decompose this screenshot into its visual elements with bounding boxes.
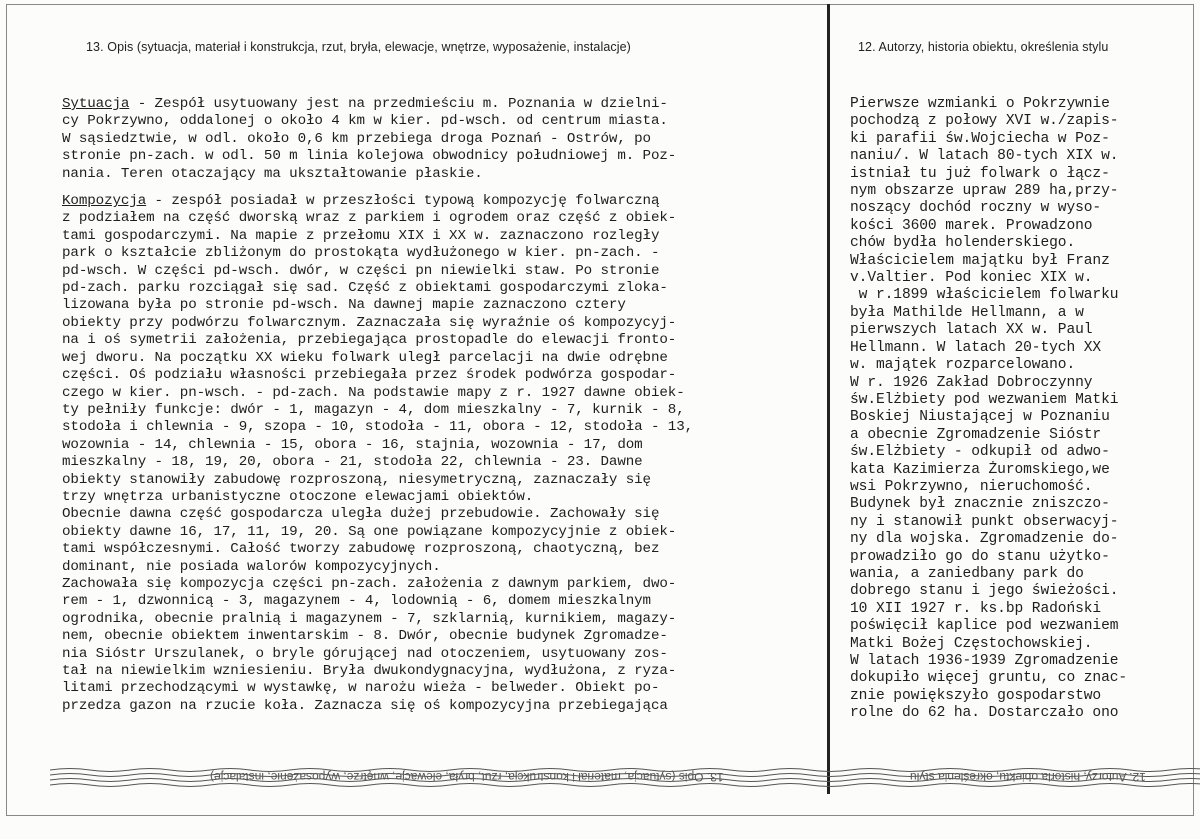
sytuacja-label: Sytuacja: [62, 96, 130, 112]
mirrored-left-header: 13. Opis (sytuacja, materiał i konstrukcja, rzut, bryła, elewacje, wnętrze, wyposażenie, instalacje): [210, 770, 724, 784]
left-column-header: 13. Opis (sytuacja, materiał i konstrukcja, rzut, bryła, elewacje, wnętrze, wyposażenie, instalacje): [86, 40, 631, 54]
column-divider: [827, 4, 830, 794]
kompozycja-paragraph: - zespół posiadał w przeszłości typową kompozycję folwarczną z podziałem na część dworską wraz z parkiem i ogrodem oraz część z obiek- tami gospodarczymi. Na mapie z przełomu XIX i XX w. zaznaczono rozległy park o kształcie zbliżonym do prostokąta wydłużonego w kier. pn-zach. - pd-wsch. W części pd-wsch. dwór, w części pn niewielki staw. Po stronie pd-zach. parku rozciągał się sad. Część z obiektami gospodarczymi zloka- lizowana była po stronie pd-wsch. Na dawnej mapie zaznaczono cztery obiekty przy podwórzu folwarcznym. Zaznaczała się wyraźnie oś kompozycyj- na i oś symetrii założenia, przebiegająca prostopadle do elewacji fronto- wej dworu. Na początku XX wieku folwark uległ parcelacji na dwie odrębne części. Oś podziału własności przebiegała przez środek podwórza gospodar- czego w kier. pn-wsch. - pd-zach. Na podstawie mapy z r. 1927 dawne obiek- ty pełniły funkcje: dwór - 1, magazyn - 4, dom mieszkalny - 7, kurnik - 8, stodoła i chlewnia - 9, szopa - 10, stodoła - 11, obora - 12, stodoła - 13, wozownia - 14, chlewnia - 15, obora - 16, stajnia, wozownia - 17, dom mieszkalny - 18, 19, 20, obora - 21, stodoła 22, chlewnia - 23. Dawne obiekty stanowiły zabudowę rozproszoną, niesymetryczną, zaznaczały się trzy wnętrza urbanistyczne otoczone elewacjami obiektów. Obecnie dawna część gospodarcza uległa dużej przebudowie. Zachowały się obiekty dawne 16, 17, 11, 19, 20. Są one powiązane kompozycyjnie z obiek- tami współczesnymi. Całość tworzy zabudowę rozproszoną, chaotyczną, bez dominant, nie posiada walorów kompozycyjnych. Zachowała się kompozycja części pn-zach. założenia z dawnym parkiem, dwo- rem - 1, dzwonnicą - 3, magazynem - 4, lodownią - 6, domem mieszkalnym ogrodnika, obecnie pralnią i magazynem - 7, szklarnią, kurnikiem, magazy- nem, obecnie obiektem inwentarskim - 8. Dwór, obecnie budynek Zgromadze- nia Sióstr Urszulanek, o bryle górującej nad otoczeniem, usytuowany zos- tał na niewielkim wzniesieniu. Bryła dwukondygnacyjna, wydłużona, z ryza- litami przechodzącymi w wystawkę, w narożu wieża - belweder. Obiekt po- przedza gazon na rzucie koła. Zaznacza się oś kompozycyjna przebiegająca: [62, 193, 694, 714]
sytuacja-paragraph: - Zespół usytuowany jest na przedmieściu m. Poznania w dzielni- cy Pokrzywno, oddalonej o około 4 km w kier. pd-wsch. od centrum miasta. W sąsiedztwie, w odl. około 0,6 km przebiega droga Poznań - Ostrów, po stronie pn-zach. w odl. 50 m linia kolejowa obwodnicy południowej m. Poz- nania. Teren otaczający ma ukształtowanie płaskie.: [62, 96, 677, 182]
description-text: [62, 96, 822, 715]
mirrored-right-header: 12. Autorzy, historia obiektu, określenia stylu: [910, 770, 1146, 784]
mirrored-header-strip: [0, 760, 1200, 788]
history-text: Pierwsze wzmianki o Pokrzywnie pochodzą z połowy XVI w./zapis- ki parafii św.Wojciecha w Poz- naniu/. W latach 80-tych XIX w. istniał tu już folwark o łącz- nym obszarze upraw 289 ha,przy- noszący dochód roczny w wyso- kości 3600 marek. Prowadzono chów bydła holenderskiego. Właścicielem majątku był Franz v.Valtier. Pod koniec XIX w. w r.1899 właścicielem folwarku była Mathilde Hellmann, a w pierwszych latach XX w. Paul Hellmann. W latach 20-tych XX w. majątek rozparcelowano. W r. 1926 Zakład Dobroczynny św.Elżbiety pod wezwaniem Matki Boskiej Niustającej w Poznaniu a obecnie Zgromadzenie Sióstr św.Elżbiety - odkupił od adwo- kata Kazimierza Żuromskiego,we wsi Pokrzywno, nieruchomość. Budynek był znacznie zniszczo- ny i stanowił punkt obserwacyj- ny dla wojska. Zgromadzenie do- prowadziło go do stanu użytko- wania, a zaniedbany park do dobrego stanu i jego świeżości. 10 XII 1927 r. ks.bp Radoński poświęcił kaplice pod wezwaniem Matki Bożej Częstochowskiej. W latach 1936-1939 Zgromadzenie dokupiło więcej gruntu, co znac- znie powiększyło gospodarstwo rolne do 62 ha. Dostarczało ono: [850, 96, 1128, 722]
right-column-header: 12. Autorzy, historia obiektu, określenia stylu: [858, 40, 1109, 54]
kompozycja-label: Kompozycja: [62, 193, 147, 210]
